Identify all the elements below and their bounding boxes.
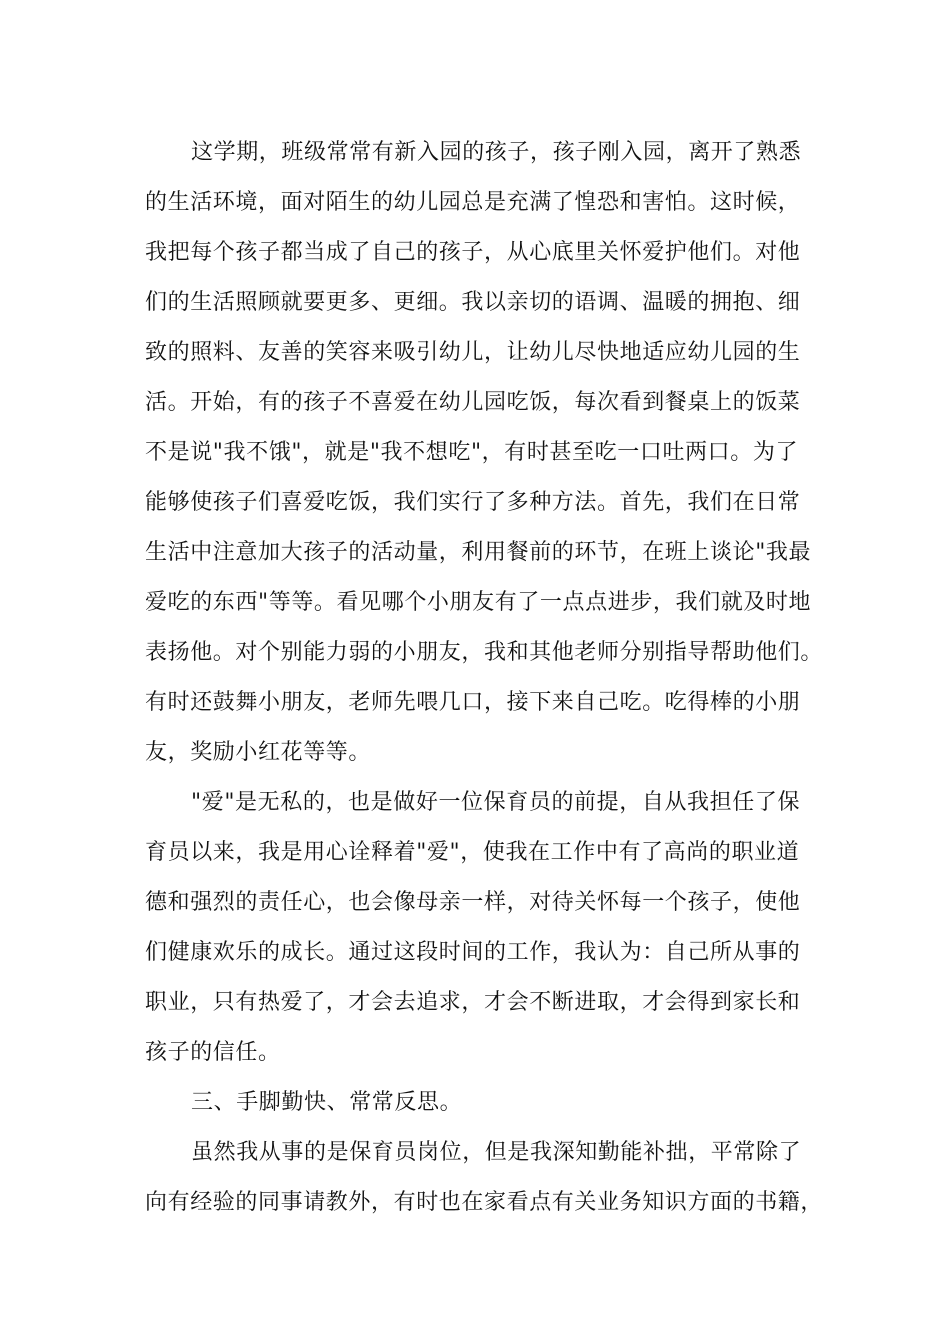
text-line: 不是说"我不饿"，就是"我不想吃"，有时甚至吃一口吐两口。为了 <box>145 440 799 465</box>
text-line: 向有经验的同事请教外，有时也在家看点有关业务知识方面的书籍， <box>145 1190 824 1215</box>
text-line: 们的生活照顾就要更多、更细。我以亲切的语调、温暖的拥抱、细 <box>145 290 801 315</box>
text-line: 友，奖励小红花等等。 <box>145 740 372 765</box>
text-line: 虽然我从事的是保育员岗位，但是我深知勤能补拙，平常除了 <box>191 1140 802 1165</box>
text-line: 有时还鼓舞小朋友，老师先喂几口，接下来自己吃。吃得棒的小朋 <box>145 690 801 715</box>
text-line: 育员以来，我是用心诠释着"爱"，使我在工作中有了高尚的职业道 <box>145 840 800 865</box>
text-line: 这学期，班级常常有新入园的孩子，孩子刚入园，离开了熟悉 <box>191 140 802 165</box>
text-line: 孩子的信任。 <box>145 1040 281 1065</box>
body-text <box>145 128 835 1228</box>
text-line: 们健康欢乐的成长。通过这段时间的工作，我认为：自己所从事的 <box>145 940 801 965</box>
text-line: 我把每个孩子都当成了自己的孩子，从心底里关怀爱护他们。对他 <box>145 240 801 265</box>
text-line: 表扬他。对个别能力弱的小朋友，我和其他老师分别指导帮助他们。 <box>145 640 824 665</box>
text-line: 的生活环境，面对陌生的幼儿园总是充满了惶恐和害怕。这时候， <box>145 190 801 215</box>
text-line: 致的照料、友善的笑容来吸引幼儿，让幼儿尽快地适应幼儿园的生 <box>145 340 801 365</box>
text-line: 生活中注意加大孩子的活动量，利用餐前的环节，在班上谈论"我最 <box>145 540 812 565</box>
text-line: 能够使孩子们喜爱吃饭，我们实行了多种方法。首先，我们在日常 <box>145 490 801 515</box>
text-line: 职业，只有热爱了，才会去追求，才会不断进取，才会得到家长和 <box>145 990 801 1015</box>
section-heading: 三、手脚勤快、常常反思。 <box>191 1090 463 1115</box>
text-line: 爱吃的东西"等等。看见哪个小朋友有了一点点进步，我们就及时地 <box>145 590 812 615</box>
text-line: "爱"是无私的，也是做好一位保育员的前提，自从我担任了保 <box>191 790 801 815</box>
text-line: 活。开始，有的孩子不喜爱在幼儿园吃饭，每次看到餐桌上的饭菜 <box>145 390 801 415</box>
text-line: 德和强烈的责任心，也会像母亲一样，对待关怀每一个孩子，使他 <box>145 890 801 915</box>
